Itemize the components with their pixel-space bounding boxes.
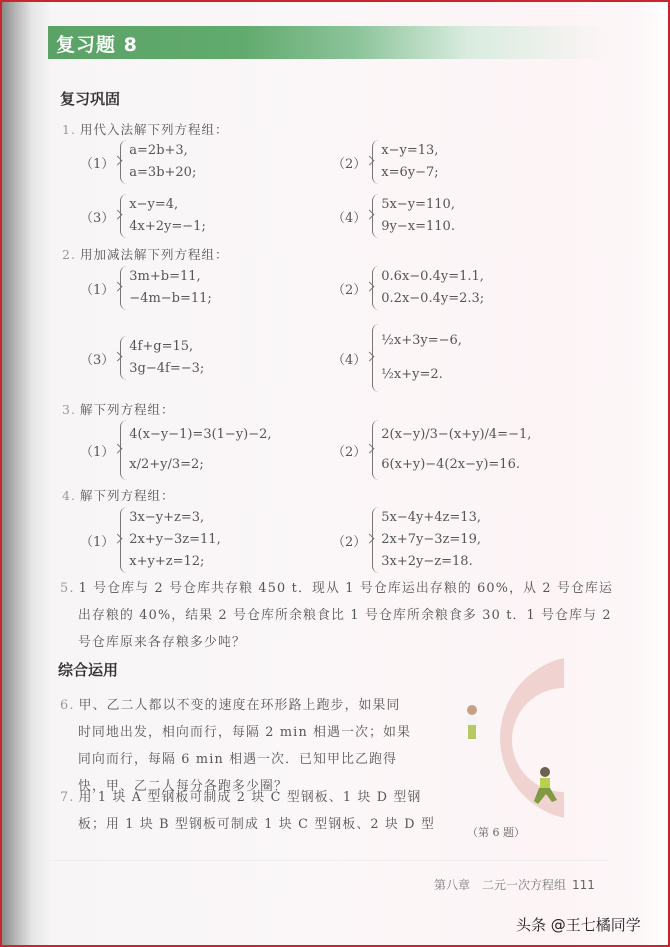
question-1-heading: 1. 用代入法解下列方程组： xyxy=(62,122,229,137)
brace-icon xyxy=(372,266,379,310)
banner-title: 复习题 8 xyxy=(56,34,138,56)
review-banner xyxy=(48,26,608,59)
q2-system-3: （3） 4f+g=15, 3g−4f=−3; xyxy=(80,336,204,380)
watermark: 头条 @王七橘同学 xyxy=(516,916,641,934)
brace-icon xyxy=(120,266,127,310)
figure-caption: （第 6 题） xyxy=(467,826,525,839)
q4-system-1: （1） 3x−y+z=3, 2x+y−3z=11, x+y+z=12; xyxy=(80,507,221,573)
q1-system-4: （4） 5x−y=110, 9y−x=110. xyxy=(332,194,455,238)
q4-system-2: （2） 5x−4y+4z=13, 2x+7y−3z=19, 3x+2y−z=18. xyxy=(332,507,481,573)
girl-runner-icon xyxy=(467,705,477,739)
q1-system-1: （1） a=2b+3, a=3b+20; xyxy=(80,140,196,184)
question-4-heading: 4. 解下列方程组： xyxy=(62,488,175,503)
question-5: 5. 1 号仓库与 2 号仓库共存粮 450 t．现从 1 号仓库运出存粮的 60%，从 2 号仓库运 出存粮的 40%，结果 2 号仓库所余粮食比 1 号仓库所余粮食多 30 t．1 号仓库与 2 号仓库原来各存粮多少吨？ xyxy=(60,581,613,650)
q1-system-3: （3） x−y=4, 4x+2y=−1; xyxy=(80,194,206,238)
section-title-review: 复习巩固 xyxy=(60,90,121,108)
brace-icon xyxy=(372,140,379,184)
question-3-heading: 3. 解下列方程组： xyxy=(62,402,175,417)
question-6: 6. 甲、乙二人都以不变的速度在环形路上跑步，如果同 时同地出发，相向而行，每隔 2 min 相遇一次；如果 同向而行，每隔 6 min 相遇一次．已知甲比乙跑得 快，甲、乙二人每分各跑多少圈？ xyxy=(60,698,412,794)
q2-system-1: （1） 3m+b=11, −4m−b=11; xyxy=(80,266,212,310)
page-number: 111 xyxy=(572,878,595,892)
q2-system-2: （2） 0.6x−0.4y=1.1, 0.2x−0.4y=2.3; xyxy=(332,266,484,310)
brace-icon xyxy=(120,140,127,184)
c-shaped-track-icon xyxy=(500,658,564,818)
q3-system-1: （1） 4(x−y−1)=3(1−y)−2, x/2+y/3=2; xyxy=(80,420,272,480)
brace-icon xyxy=(120,336,127,380)
q3-system-2: （2） 2(x−y)/3−(x+y)/4=−1, 6(x+y)−4(2x−y)=16. xyxy=(332,420,531,480)
footer-divider xyxy=(48,860,608,861)
brace-icon xyxy=(372,324,379,392)
brace-icon xyxy=(120,194,127,238)
brace-icon xyxy=(372,420,379,480)
brace-icon xyxy=(120,420,127,480)
q2-system-4: （4） ½x+3y=−6, ½x+y=2. xyxy=(332,324,462,392)
brace-icon xyxy=(372,194,379,238)
section-title-apply: 综合运用 xyxy=(58,661,119,679)
q1-system-2: （2） x−y=13, x=6y−7; xyxy=(332,140,439,184)
question-7: 7. 用 1 块 A 型钢板可制成 2 块 C 型钢板、1 块 D 型钢 板；用 1 块 B 型钢板可制成 1 块 C 型钢板、2 块 D 型 xyxy=(60,790,435,832)
brace-icon xyxy=(372,507,379,573)
page-footer: 第八章 二元一次方程组 111 xyxy=(434,878,595,892)
question-2-heading: 2. 用加减法解下列方程组： xyxy=(62,247,229,262)
running-track-illustration xyxy=(442,650,582,825)
brace-icon xyxy=(120,507,127,573)
